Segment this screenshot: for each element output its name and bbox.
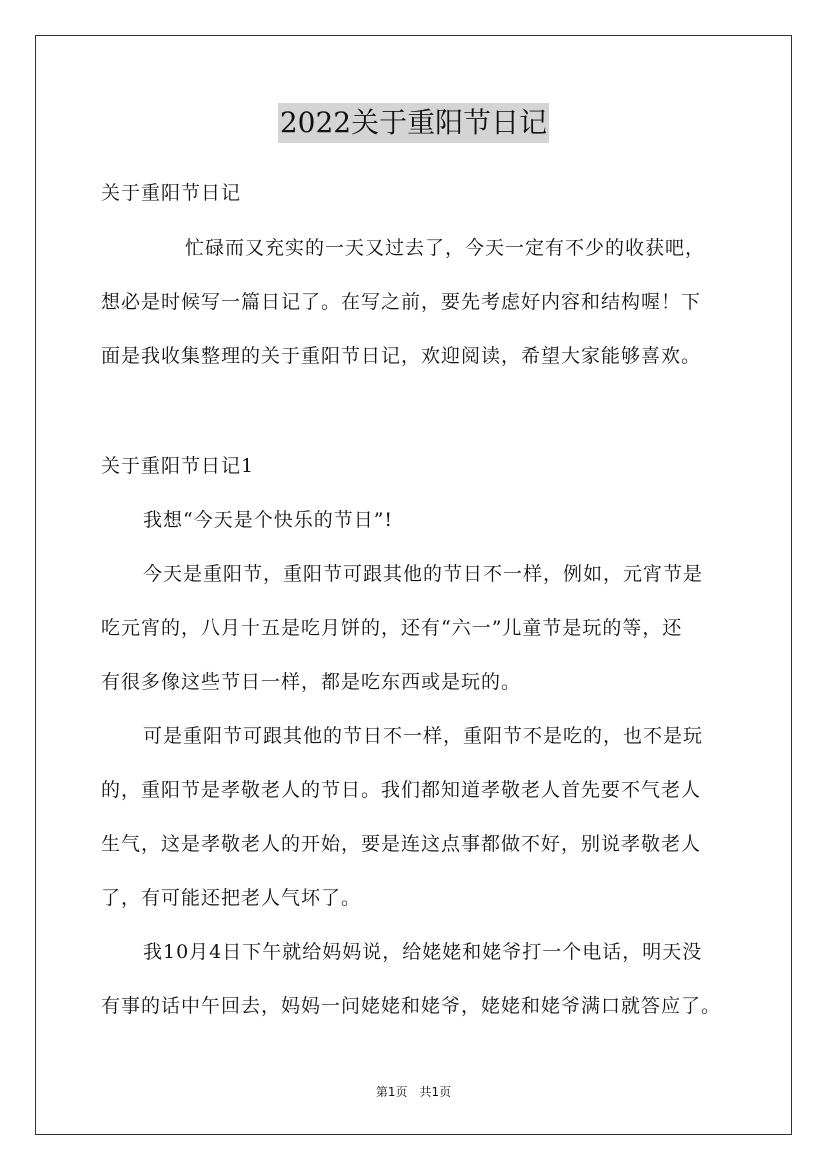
- body-line: 可是重阳节可跟其他的节日不一样，重阳节不是吃的，也不是玩: [143, 725, 704, 747]
- body-line: 吃元宵的，八月十五是吃月饼的，还有“六一”儿童节是玩的等，还: [101, 617, 683, 639]
- title-container: [0, 103, 827, 143]
- intro-line: 忙碌而又充实的一天又过去了，今天一定有不少的收获吧，: [185, 237, 706, 259]
- body-line: 我想“今天是个快乐的节日”!: [143, 509, 394, 531]
- intro-line: 想必是时候写一篇日记了。在写之前，要先考虑好内容和结构喔！下: [101, 291, 702, 313]
- page-number-total: 共1页: [419, 1085, 452, 1099]
- body-line: 今天是重阳节，重阳节可跟其他的节日不一样，例如，元宵节是: [143, 563, 704, 585]
- body-line: 生气，这是孝敬老人的开始，要是连这点事都做不好，别说孝敬老人: [101, 833, 702, 855]
- document-title: 2022关于重阳节日记: [278, 103, 549, 143]
- body-line: 的，重阳节是孝敬老人的节日。我们都知道孝敬老人首先要不气老人: [101, 779, 702, 801]
- page-footer: [0, 1083, 827, 1101]
- body-line: 了，有可能还把老人气坏了。: [101, 887, 362, 909]
- body-line: 有很多像这些节日一样，都是吃东西或是玩的。: [101, 671, 522, 693]
- body-line: 我10月4日下午就给妈妈说，给姥姥和姥爷打一个电话，明天没: [143, 941, 703, 963]
- document-heading: 关于重阳节日记: [101, 182, 242, 204]
- intro-line: 面是我收集整理的关于重阳节日记，欢迎阅读，希望大家能够喜欢。: [101, 345, 702, 367]
- page-number-current: 第1页: [375, 1085, 408, 1099]
- body-line: 有事的话中午回去，妈妈一问姥姥和姥爷，姥姥和姥爷满口就答应了。: [101, 995, 722, 1017]
- section-heading: 关于重阳节日记1: [101, 455, 255, 477]
